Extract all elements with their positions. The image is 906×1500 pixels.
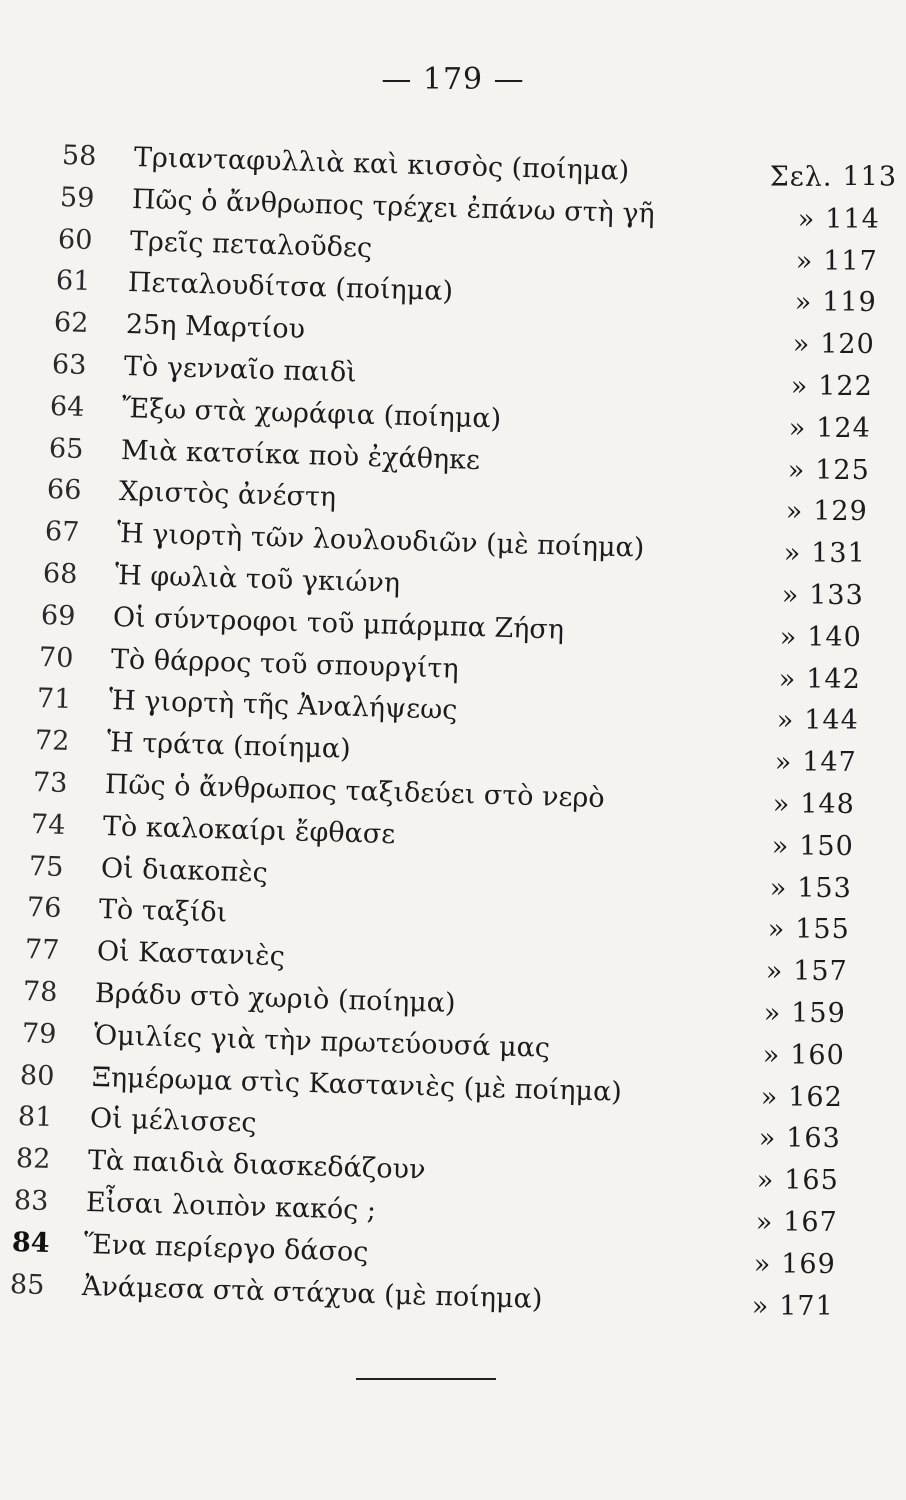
page-number-header: — 179 — xyxy=(381,62,525,97)
entry-page-ref xyxy=(757,1161,839,1201)
entry-page-number: 129 xyxy=(813,496,868,528)
entry-page-ref xyxy=(752,1286,834,1326)
entry-title: Τριανταφυλλιὰ καὶ κισσὸς (ποίημα) xyxy=(133,142,630,187)
entry-number: 63 xyxy=(51,349,87,381)
entry-page-number: 117 xyxy=(823,245,878,277)
entry-page-ref xyxy=(788,450,870,490)
entry-title: Πῶς ὁ ἄνθρωπος ταξιδεύει στὸ νερὸ xyxy=(104,769,606,814)
ditto-mark: » xyxy=(781,579,800,611)
ditto-mark: » xyxy=(765,956,784,988)
ditto-mark: » xyxy=(788,412,807,444)
entry-page-ref xyxy=(775,743,857,783)
entry-page-number: 150 xyxy=(799,830,854,862)
ditto-mark: » xyxy=(763,997,782,1029)
entry-title: Οἱ μέλισσες xyxy=(89,1103,257,1140)
entry-page-number: 113 xyxy=(842,161,898,193)
entry-page-number: 165 xyxy=(784,1165,839,1197)
entry-number: 74 xyxy=(30,808,66,841)
entry-page-ref xyxy=(798,200,880,240)
entry-number: 61 xyxy=(55,265,91,298)
entry-title: Πεταλουδίτσα (ποίημα) xyxy=(127,267,454,308)
entry-number: 67 xyxy=(44,516,80,549)
entry-page-number: 142 xyxy=(806,663,861,695)
ditto-mark: » xyxy=(792,328,811,360)
entry-page-ref xyxy=(764,994,846,1034)
entry-page-number: 159 xyxy=(791,997,846,1029)
ditto-mark: » xyxy=(794,287,813,319)
entry-page-ref xyxy=(756,1203,838,1243)
entry-page-number: 157 xyxy=(793,956,848,988)
entry-page-number: 131 xyxy=(811,537,866,569)
ditto-mark: » xyxy=(767,914,786,946)
entry-title: Ἡ γιορτὴ τῆς Ἀναλήψεως xyxy=(108,685,458,727)
entry-page-ref xyxy=(768,910,850,950)
entry-number: 78 xyxy=(22,976,58,1008)
entry-title: Τὸ ταξίδι xyxy=(98,894,228,929)
entry-title: Ὁμιλίες γιὰ τὴν πρωτεύουσά μας xyxy=(93,1019,551,1064)
entry-title: Ἡ φωλιὰ τοῦ γκιώνη xyxy=(114,560,401,599)
entry-page-ref xyxy=(763,1036,845,1076)
entry-title: Ἡ γιορτὴ τῶν λουλουδιῶν (μὲ ποίημα) xyxy=(116,518,645,564)
entry-title: Χριστὸς ἀνέστη xyxy=(118,476,337,514)
entry-title: Ἕνα περίεργο δάσος xyxy=(83,1228,369,1268)
entry-number: 69 xyxy=(40,599,76,632)
entry-page-ref xyxy=(784,534,866,574)
entry-page-number: 133 xyxy=(809,579,864,611)
entry-page-ref xyxy=(782,576,864,616)
page-abbreviation: Σελ. xyxy=(769,161,833,193)
entry-title: Ἔξω στὰ χωράφια (ποίημα) xyxy=(121,392,502,435)
entry-title: Εἶσαι λοιπὸν κακός ; xyxy=(85,1187,377,1227)
entry-title: Ἡ τράτα (ποίημα) xyxy=(106,727,352,765)
entry-page-number: 124 xyxy=(816,412,871,444)
entry-number: 65 xyxy=(48,432,84,465)
entry-number: 83 xyxy=(13,1185,49,1217)
entry-number: 85 xyxy=(9,1268,45,1301)
ditto-mark: » xyxy=(797,203,816,235)
entry-page-ref xyxy=(789,409,871,449)
entry-number: 68 xyxy=(42,558,78,590)
entry-page-ref xyxy=(793,325,875,365)
ditto-mark: » xyxy=(755,1206,774,1238)
entry-title: Ἀνάμεσα στὰ στάχυα (μὲ ποίημα) xyxy=(81,1270,543,1315)
ditto-mark: » xyxy=(771,830,790,862)
entry-number: 81 xyxy=(17,1101,53,1134)
ditto-mark: » xyxy=(769,872,788,904)
ditto-mark: » xyxy=(785,496,804,528)
entry-page-ref xyxy=(761,1077,843,1117)
entry-page-number: 144 xyxy=(804,705,859,737)
entry-page-number: 140 xyxy=(807,621,862,653)
entry-page-number: 167 xyxy=(783,1206,838,1238)
entry-number: 62 xyxy=(53,307,89,340)
entry-title: Τὰ παιδιὰ διασκεδάζουν xyxy=(87,1145,426,1186)
entry-number: 77 xyxy=(24,934,60,967)
entry-number: 79 xyxy=(21,1017,57,1050)
entry-page-ref xyxy=(772,827,854,867)
entry-number: 70 xyxy=(38,641,74,674)
entry-number: 71 xyxy=(36,683,72,716)
entry-page-ref xyxy=(759,1119,841,1159)
entry-page-ref xyxy=(779,659,861,699)
entry-title: Τρεῖς πεταλοῦδες xyxy=(129,225,373,264)
entry-page-number: 120 xyxy=(820,328,875,360)
entry-number: 82 xyxy=(15,1143,51,1176)
ditto-mark: » xyxy=(758,1123,777,1155)
entry-page-ref xyxy=(796,241,878,281)
ditto-mark: » xyxy=(795,245,814,277)
entry-number: 59 xyxy=(59,181,95,214)
entry-page-number: 160 xyxy=(790,1039,845,1071)
entry-page-number: 169 xyxy=(781,1248,836,1280)
entry-number: 75 xyxy=(28,850,64,883)
ditto-mark: » xyxy=(776,705,795,737)
entry-title: Τὸ καλοκαίρι ἔφθασε xyxy=(102,810,396,850)
ditto-mark: » xyxy=(756,1165,775,1197)
entry-title: Οἱ σύντροφοι τοῦ μπάρμπα Ζήση xyxy=(112,601,565,646)
entry-page-number: 147 xyxy=(802,746,857,778)
entry-page-number: 155 xyxy=(795,914,850,946)
entry-page-ref xyxy=(766,952,848,992)
entry-page-ref xyxy=(770,158,897,198)
ditto-mark: » xyxy=(783,537,802,569)
entry-number: 58 xyxy=(61,140,97,172)
ditto-mark: » xyxy=(751,1290,770,1322)
ditto-mark: » xyxy=(762,1039,781,1071)
entry-title: Οἱ Καστανιὲς xyxy=(96,936,286,973)
entry-page-ref xyxy=(754,1245,836,1285)
entry-title: Τὸ γενναῖο παιδὶ xyxy=(123,351,358,389)
ditto-mark: » xyxy=(779,621,798,653)
entry-page-ref xyxy=(780,618,862,658)
entry-number: 84 xyxy=(11,1226,51,1259)
entry-number: 80 xyxy=(19,1059,55,1092)
entry-title: Ξημέρωμα στὶς Καστανιὲς (μὲ ποίημα) xyxy=(91,1061,623,1108)
entry-number: 64 xyxy=(49,390,85,423)
entry-number: 76 xyxy=(26,892,62,925)
entry-page-number: 171 xyxy=(779,1290,834,1322)
entry-title: Πῶς ὁ ἄνθρωπος τρέχει ἐπάνω στὴ γῆ xyxy=(131,183,656,230)
entry-title: Τὸ θάρρος τοῦ σπουργίτη xyxy=(110,643,460,685)
entry-title: Μιὰ κατσίκα ποὺ ἐχάθηκε xyxy=(120,434,481,476)
entry-page-ref xyxy=(777,701,859,741)
ditto-mark: » xyxy=(790,370,809,402)
ditto-mark: » xyxy=(774,746,793,778)
entry-page-number: 153 xyxy=(797,872,852,904)
entry-number: 66 xyxy=(46,474,82,507)
entry-page-ref xyxy=(791,367,873,407)
entry-title: Οἱ διακοπὲς xyxy=(100,852,269,889)
entry-title: 25η Μαρτίου xyxy=(125,309,306,346)
entry-page-ref xyxy=(770,868,852,908)
ditto-mark: » xyxy=(778,663,797,695)
entry-page-ref xyxy=(773,785,855,825)
entry-page-number: 119 xyxy=(822,287,877,319)
entry-page-number: 114 xyxy=(825,203,880,235)
entry-number: 72 xyxy=(34,725,70,758)
ditto-mark: » xyxy=(753,1248,772,1280)
entry-number: 60 xyxy=(57,223,93,256)
entry-page-number: 162 xyxy=(788,1081,843,1113)
entry-page-number: 125 xyxy=(815,454,870,486)
entry-page-ref xyxy=(795,283,877,323)
entry-page-number: 148 xyxy=(800,788,855,820)
entry-page-number: 163 xyxy=(786,1123,841,1155)
entry-page-number: 122 xyxy=(818,370,873,402)
ditto-mark: » xyxy=(787,454,806,486)
entry-number: 73 xyxy=(32,767,68,799)
ditto-mark: » xyxy=(772,788,791,820)
entry-title: Βράδυ στὸ χωριὸ (ποίημα) xyxy=(94,978,456,1020)
end-rule xyxy=(356,1378,496,1380)
ditto-mark: » xyxy=(760,1081,779,1113)
entry-page-ref xyxy=(786,492,868,532)
